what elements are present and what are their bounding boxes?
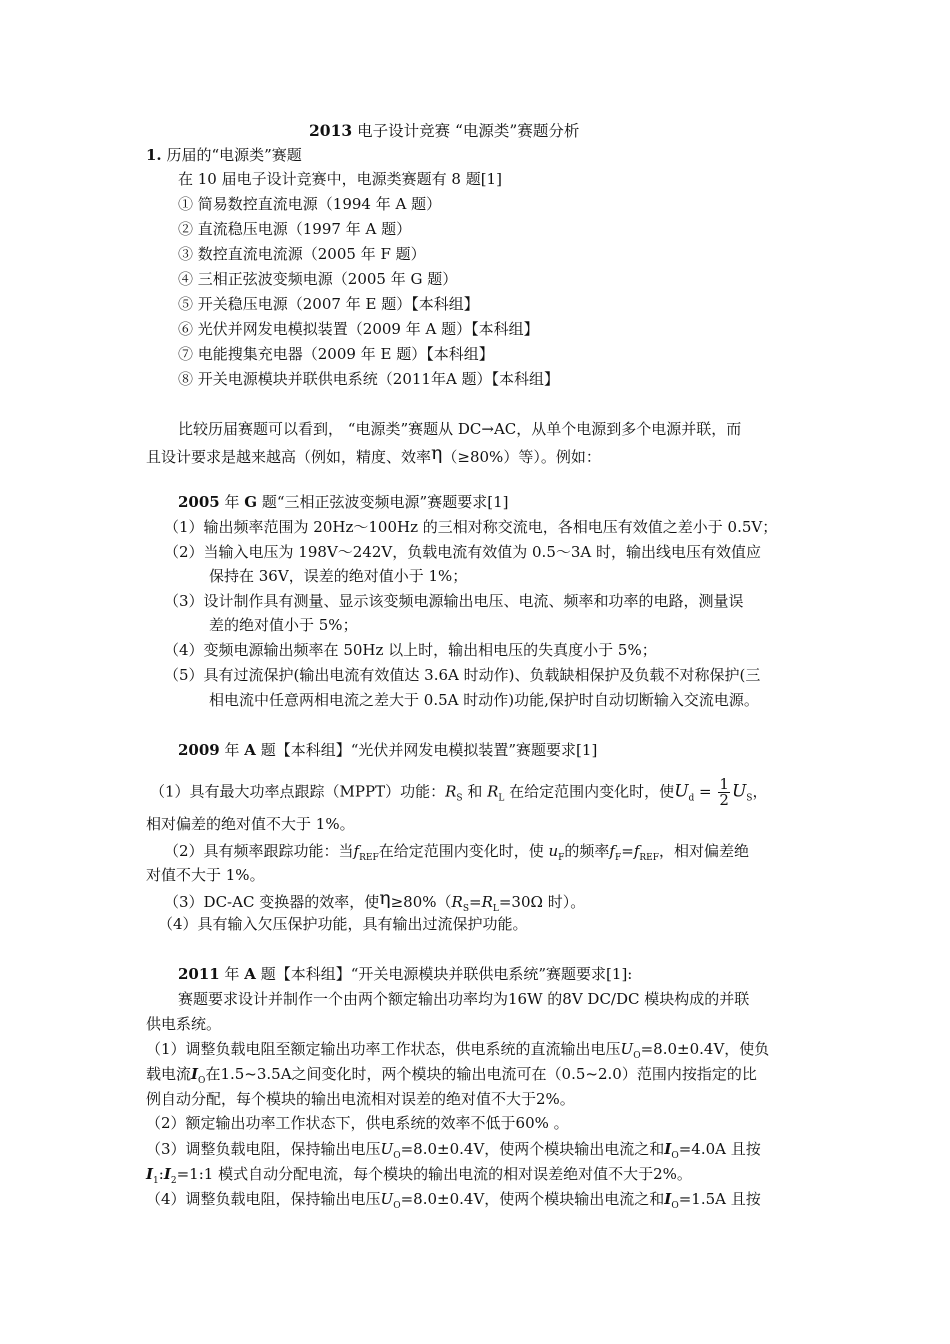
a2009-req-2-cont: 对值不大于 1%。 (146, 866, 265, 884)
eta-symbol: η (379, 887, 391, 909)
a2011-req-1-cont2: 例自动分配，每个模块的输出电流相对误差的绝对值不大于2%。 (146, 1090, 575, 1108)
list-item: ② 直流稳压电源（1997 年 A 题） (178, 220, 412, 238)
eta-symbol: η (431, 442, 443, 464)
section-title: 历届的“电源类”赛题 (166, 146, 302, 164)
a2011-req-1: （1）调整负载电阻至额定输出功率工作状态，供电系统的直流输出电压$U_O=8.0\pm 0.4V$，使负 (146, 1040, 770, 1061)
list-item: ⑦ 电能搜集充电器（2009 年 E 题）【本科组】 (178, 345, 494, 363)
list-item: ⑧ 开关电源模块并联供电系统（2011年A 题）【本科组】 (178, 370, 560, 388)
list-item: ① 简易数控直流电源（1994 年 A 题） (178, 195, 442, 213)
g2005-req-3: （3）设计制作具有测量、显示该变频电源输出电压、电流、频率和功率的电路，测量误 (164, 592, 744, 610)
a2009-req-4: （4）具有输入欠压保护功能，具有输出过流保护功能。 (158, 915, 528, 933)
a2011-heading: 2011 年 A 题【本科组】“开关电源模块并联供电系统”赛题要求[1]: (178, 965, 633, 983)
g2005-req-2-cont: 保持在 36V，误差的绝对值小于 1%； (209, 567, 468, 585)
title-year: 2013 (309, 121, 353, 140)
doc-title (309, 122, 579, 140)
a2009-heading: 2009 年 A 题【本科组】“光伏并网发电模拟装置”赛题要求[1] (178, 741, 598, 759)
a2009-req-1: （1）具有最大功率点跟踪（MPPT）功能：$R_S$ 和 $R_L$ 在给定范围内变化时，使$U_d$ = $\frac{1}{2}$ $U_S$， (150, 775, 768, 809)
a2011-req-4: （4）调整负载电阻，保持输出电压$U_O=8.0\pm 0.4V$，使两个模块输出电流之和$I_O=1.5A$ 且按 (146, 1190, 761, 1211)
a2011-req-3-cont: $I_1:I_2=1:1$ 模式自动分配电流，每个模块的输出电流的相对误差绝对值不大于2%。 (146, 1165, 692, 1186)
g2005-req-3-cont: 差的绝对值小于 5%； (209, 616, 358, 634)
a2011-para-1-cont: 供电系统。 (146, 1015, 222, 1033)
a2009-req-3: （3）DC-AC 变换器的效率，使$\eta\ge 80\%(R_S=R_L=30\Omega$ 时）。 (164, 887, 586, 914)
g2005-req-5: （5）具有过流保护(输出电流有效值达 3.6A 时动作)、负载缺相保护及负载不对称保护(三 (164, 666, 761, 684)
compare-paragraph-line1: 比较历届赛题可以看到， “电源类”赛题从 DC→AC，从单个电源到多个电源并联，而 (178, 420, 742, 438)
section-number: 1. (146, 146, 162, 164)
list-item: ④ 三相正弦波变频电源（2005 年 G 题） (178, 270, 458, 288)
a2011-para-1: 赛题要求设计并制作一个由两个额定输出功率均为16W 的8V DC/DC 模块构成的并联 (178, 990, 750, 1008)
section-heading (146, 146, 302, 164)
g2005-heading: 2005 年 G 题“三相正弦波变频电源”赛题要求[1] (178, 493, 509, 511)
a2009-req-1-cont: 相对偏差的绝对值不大于 1%。 (146, 815, 355, 833)
a2009-req-2: （2）具有频率跟踪功能：当$f_{REF}$在给定范围内变化时，使 $u_F$的频率$f_F=f_{REF}$，相对偏差绝 (164, 842, 749, 863)
g2005-req-5-cont: 相电流中任意两相电流之差大于 0.5A 时动作)功能,保护时自动切断输入交流电源。 (209, 691, 759, 709)
g2005-req-4: （4）变频电源输出频率在 50Hz 以上时，输出相电压的失真度小于 5%； (164, 641, 657, 659)
list-item: ⑤ 开关稳压电源（2007 年 E 题）【本科组】 (178, 295, 479, 313)
intro-line: 在 10 届电子设计竞赛中，电源类赛题有 8 题[1] (178, 170, 502, 188)
a2011-req-2: （2）额定输出功率工作状态下，供电系统的效率不低于60% 。 (146, 1114, 569, 1132)
list-item: ⑥ 光伏并网发电模拟装置（2009 年 A 题）【本科组】 (178, 320, 539, 338)
g2005-req-2: （2）当输入电压为 198V～242V，负载电流有效值为 0.5～3A 时，输出线电压有效值应 (164, 543, 762, 561)
a2011-req-1-cont: 载电流$I_O$在1.5~3.5A之间变化时，两个模块的输出电流可在（0.5~2.0）范围内按指定的比 (146, 1065, 757, 1086)
one-half-fraction: $\frac{1}{2}$ (719, 775, 729, 809)
title-text: 电子设计竞赛 “电源类”赛题分析 (357, 122, 580, 140)
compare-paragraph-line2: 且设计要求是越来越高（例如，精度、效率η（≥80%）等）。例如： (146, 442, 601, 466)
a2011-req-3: （3）调整负载电阻，保持输出电压$U_O=8.0\pm 0.4V$，使两个模块输出电流之和$I_O=4.0A$ 且按 (146, 1140, 761, 1161)
list-item: ③ 数控直流电流源（2005 年 F 题） (178, 245, 426, 263)
g2005-req-1: （1）输出频率范围为 20Hz～100Hz 的三相对称交流电，各相电压有效值之差小于 0.5V； (164, 518, 778, 536)
